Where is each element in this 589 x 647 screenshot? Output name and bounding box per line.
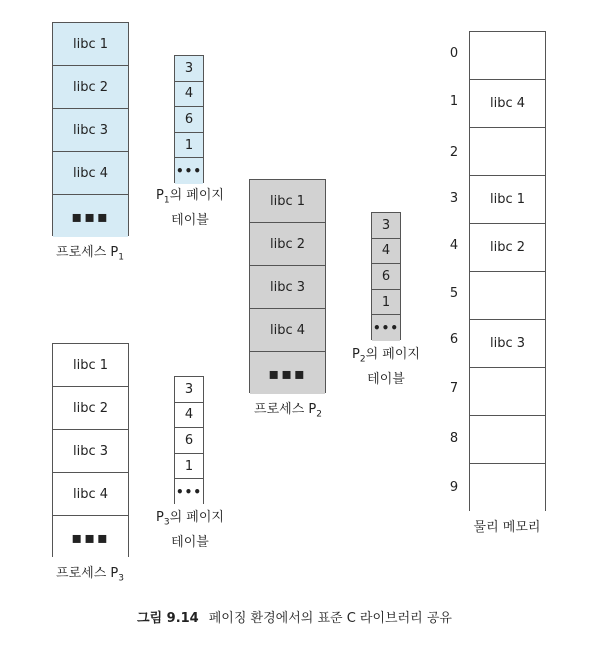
page-table-p2-label: [336, 345, 436, 389]
p2-page-ellipsis: ▪▪▪: [250, 352, 325, 394]
physical-memory: [469, 31, 546, 511]
p3-page-libc1: libc 1: [53, 344, 128, 387]
pt3-entry: 1: [175, 454, 203, 480]
process-p2-label-text: 프로세스 P: [254, 402, 317, 417]
pt1-entry: 3: [175, 56, 203, 82]
pt1-label-p: P: [156, 188, 164, 203]
frame-6: libc 3: [470, 320, 545, 368]
process-p2-label: [238, 400, 338, 425]
p2-page-libc1: libc 1: [250, 180, 325, 223]
p2-page-libc3: libc 3: [250, 266, 325, 309]
frame-8: [470, 416, 545, 464]
pt1-label-sub: 1: [163, 195, 170, 206]
frame-0: [470, 32, 545, 80]
page-table-p1-label: [140, 186, 240, 230]
frame-5: [470, 272, 545, 320]
figure-caption: [0, 607, 589, 626]
process-p3-label-text: 프로세스 P: [56, 566, 119, 581]
physical-memory-label: 물리 메모리: [473, 520, 541, 535]
pt2-entry-ellipsis: •••: [372, 315, 400, 341]
pt1-entry-ellipsis: •••: [175, 158, 203, 184]
p2-page-libc2: libc 2: [250, 223, 325, 266]
process-p1-label-sub: 1: [118, 252, 124, 263]
frame-number: 8: [449, 431, 459, 446]
frame-number: 2: [449, 145, 459, 160]
p2-page-libc4: libc 4: [250, 309, 325, 352]
frame-number: 5: [449, 286, 459, 301]
pt3-entry-ellipsis: •••: [175, 479, 203, 505]
p1-page-libc4: libc 4: [53, 152, 128, 195]
pt3-label-rest: 의 페이지: [169, 510, 224, 525]
page-table-p3: [174, 376, 204, 504]
page-table-p2: [371, 212, 401, 340]
pt2-label-line2: 테이블: [367, 371, 405, 387]
p1-page-libc3: libc 3: [53, 109, 128, 152]
pt2-entry: 4: [372, 239, 400, 265]
pt1-label-line2: 테이블: [171, 212, 209, 228]
frame-number: 1: [449, 94, 459, 109]
pt2-entry: 1: [372, 290, 400, 316]
process-p1-label-text: 프로세스 P: [56, 245, 119, 260]
pt1-entry: 6: [175, 107, 203, 133]
frame-number: 6: [449, 332, 459, 347]
process-p1-label: [40, 243, 140, 268]
pt2-entry: 3: [372, 213, 400, 239]
figure-caption-text: 페이징 환경에서의 표준 C 라이브러리 공유: [208, 611, 452, 626]
frame-number: 7: [449, 381, 459, 396]
p3-page-libc2: libc 2: [53, 387, 128, 430]
pt3-entry: 4: [175, 403, 203, 429]
process-p2-memory: [249, 179, 326, 393]
p3-page-libc4: libc 4: [53, 473, 128, 516]
p3-page-libc3: libc 3: [53, 430, 128, 473]
frame-number: 4: [449, 238, 459, 253]
pt3-entry: 6: [175, 428, 203, 454]
page-table-p3-label: [140, 508, 240, 552]
frame-1: libc 4: [470, 80, 545, 128]
pt3-label-p: P: [156, 510, 164, 525]
pt1-entry: 4: [175, 82, 203, 108]
frame-9: [470, 464, 545, 512]
pt2-label-rest: 의 페이지: [365, 347, 420, 362]
process-p3-memory: [52, 343, 129, 557]
frame-3: libc 1: [470, 176, 545, 224]
process-p3-label-sub: 3: [118, 573, 124, 584]
frame-number: 0: [449, 46, 459, 61]
frame-4: libc 2: [470, 224, 545, 272]
pt2-label-p: P: [352, 347, 360, 362]
frame-2: [470, 128, 545, 176]
process-p2-label-sub: 2: [316, 409, 322, 420]
pt3-label-sub: 3: [163, 517, 170, 528]
pt3-label-line2: 테이블: [171, 534, 209, 550]
frame-number: 9: [449, 480, 459, 495]
pt3-entry: 3: [175, 377, 203, 403]
p1-page-libc2: libc 2: [53, 66, 128, 109]
process-p3-label: [40, 564, 140, 589]
process-p1-memory: [52, 22, 129, 236]
pt1-entry: 1: [175, 133, 203, 159]
frame-number: 3: [449, 191, 459, 206]
p1-page-ellipsis: ▪▪▪: [53, 195, 128, 237]
frame-7: [470, 368, 545, 416]
figure-number: 그림 9.14: [137, 611, 199, 626]
p1-page-libc1: libc 1: [53, 23, 128, 66]
pt2-label-sub: 2: [359, 354, 366, 365]
p3-page-ellipsis: ▪▪▪: [53, 516, 128, 558]
page-table-p1: [174, 55, 204, 183]
pt1-label-rest: 의 페이지: [169, 188, 224, 203]
pt2-entry: 6: [372, 264, 400, 290]
